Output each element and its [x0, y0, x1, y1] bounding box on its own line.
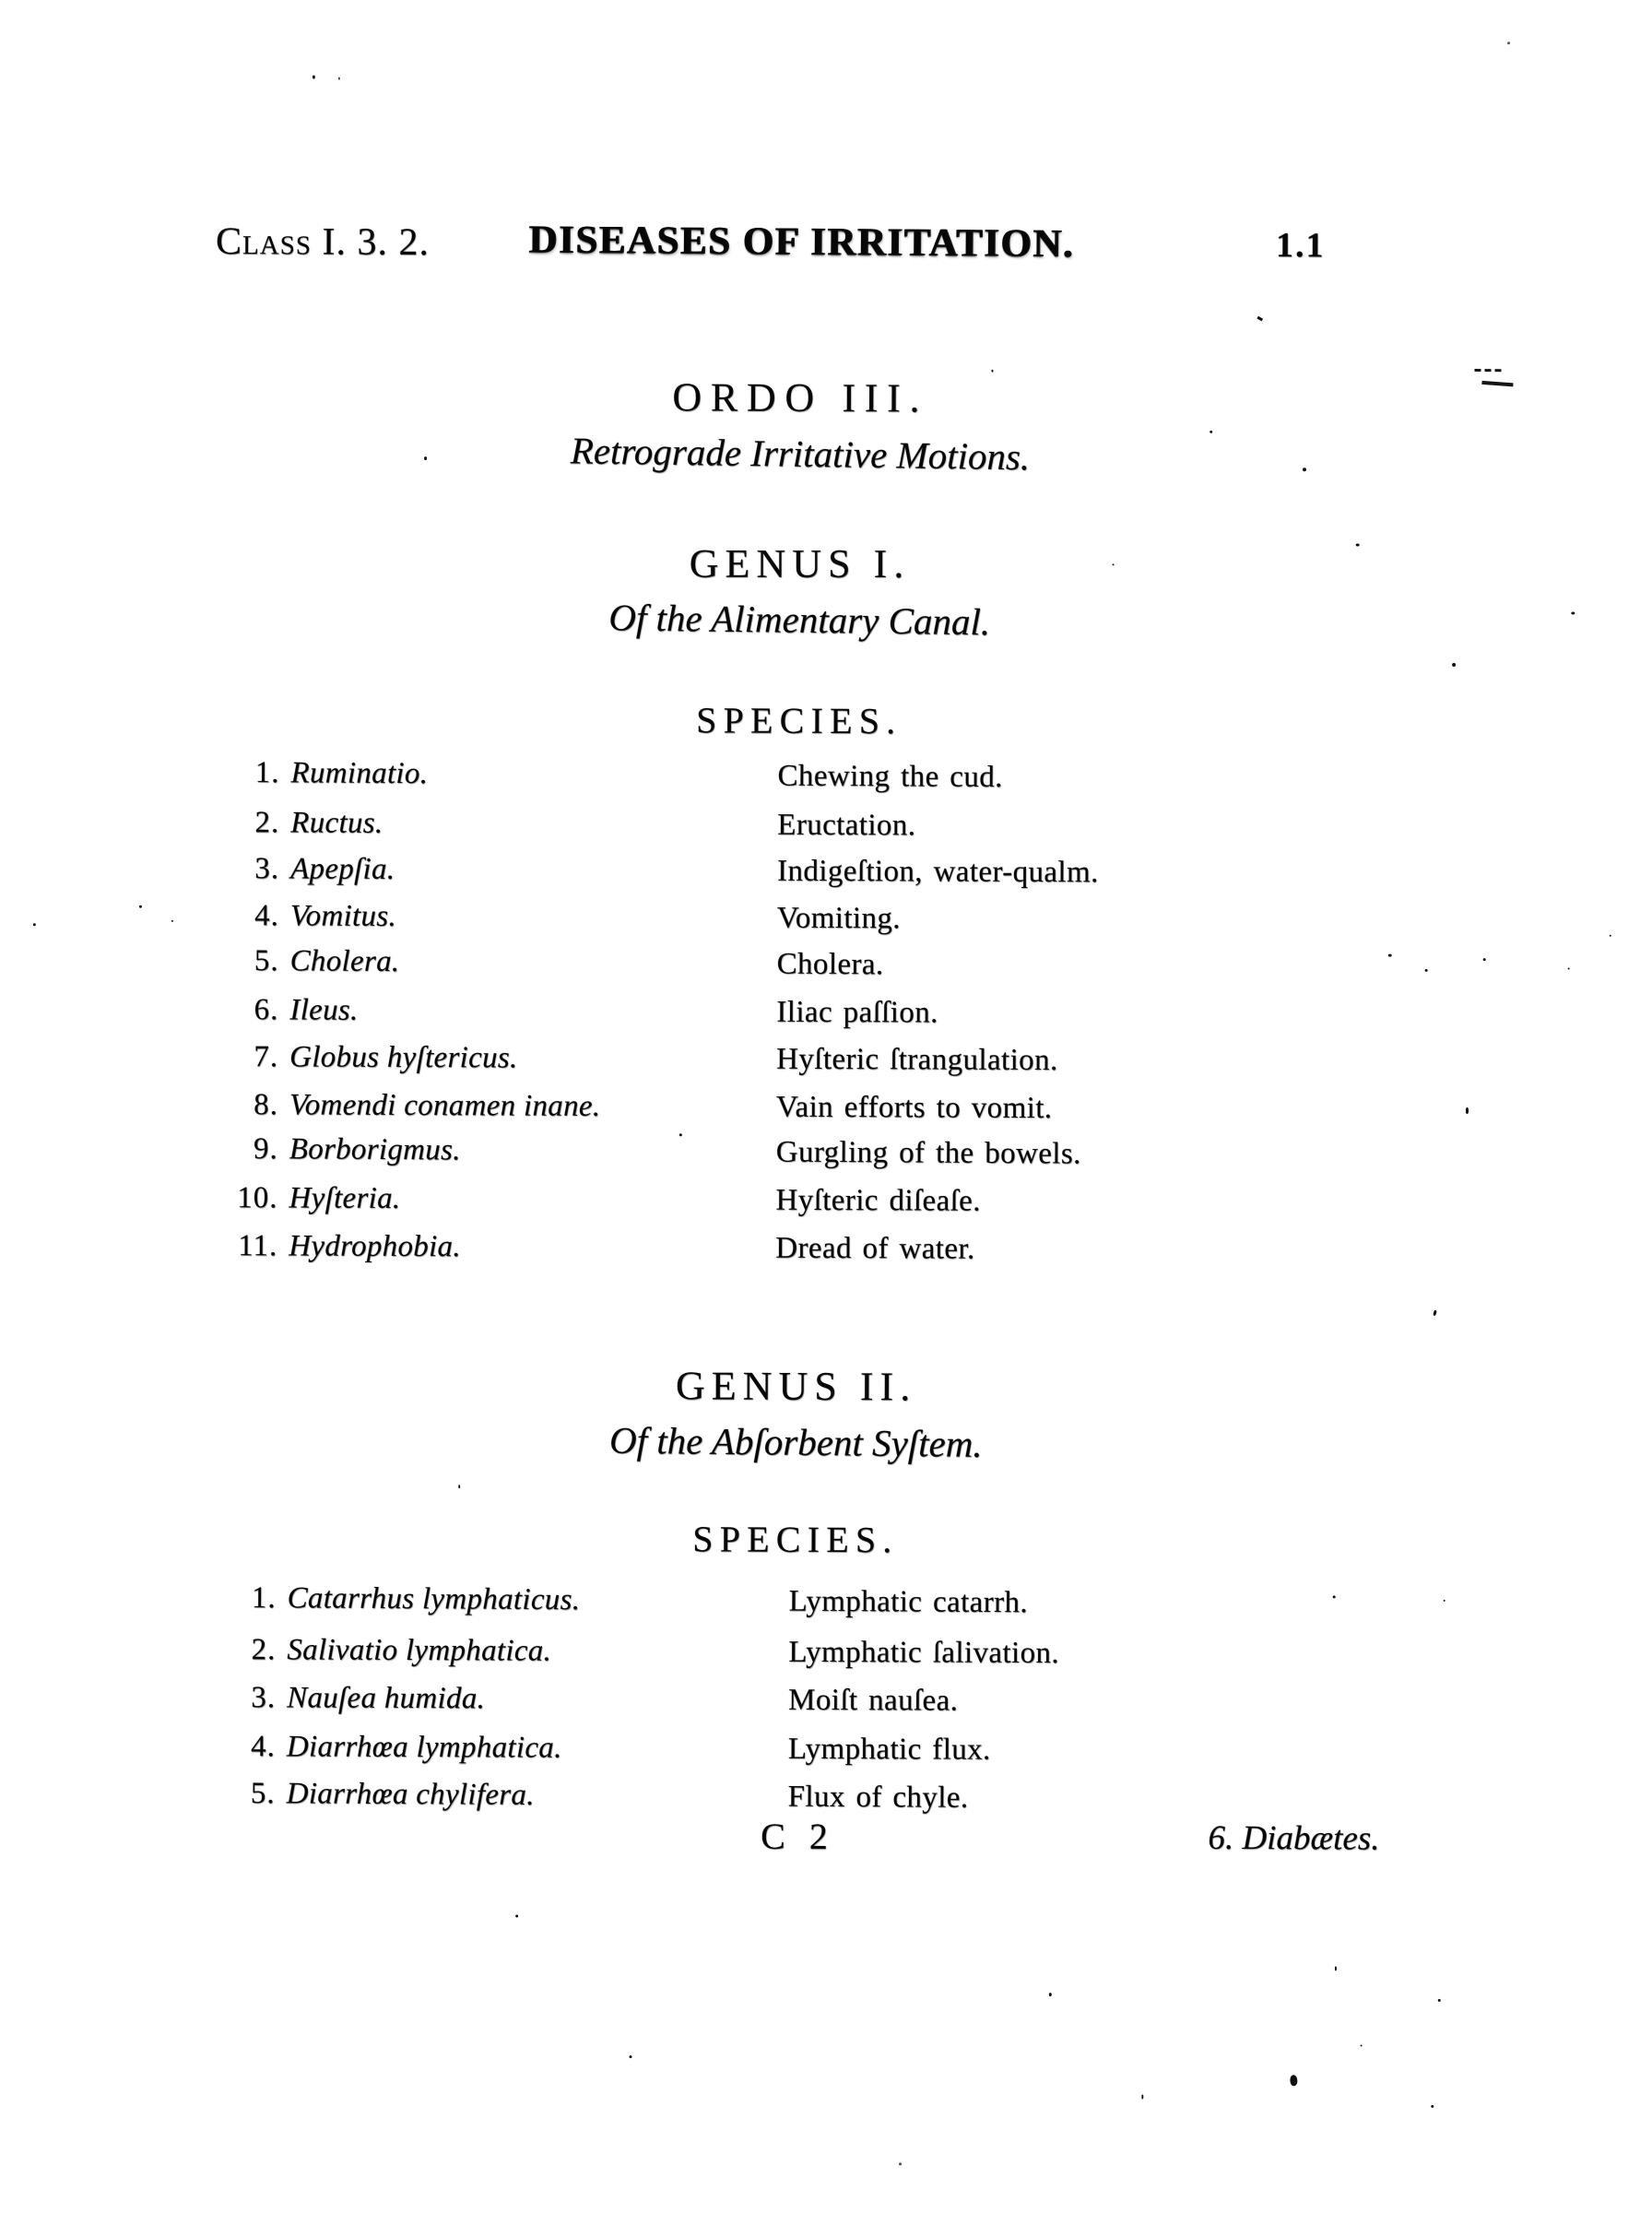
species-number: 11. — [238, 1229, 278, 1263]
species-number: 7. — [254, 1040, 279, 1074]
species-latin-name: Ileus. — [289, 993, 359, 1027]
page-number: 1.1 — [1275, 226, 1326, 266]
scan-specks — [5, 0, 1652, 4]
species-english-name: Gurgling of the bowels. — [775, 1135, 1081, 1171]
species-english-name: Dread of water. — [775, 1231, 975, 1266]
catchword: 6. Diabætes. — [1208, 1818, 1380, 1858]
species-number: 6. — [254, 993, 279, 1027]
species-english-name: Moiſt nauſea. — [788, 1683, 959, 1718]
species-latin-name: Ruminatio. — [290, 756, 429, 791]
species-number: 3. — [254, 852, 280, 886]
species-latin-name: Diarrhœa lymphatica. — [286, 1730, 562, 1765]
species-english-name: Iliac paſſion. — [776, 995, 938, 1030]
species-row — [211, 1175, 1529, 1227]
species-row — [213, 938, 1531, 993]
species-row — [213, 799, 1531, 852]
species-latin-name: Salivatio lymphatica. — [287, 1633, 552, 1668]
species-number: 5. — [254, 944, 279, 978]
species-row — [212, 987, 1530, 1039]
genus1-species-heading: SPECIES. — [696, 699, 903, 742]
species-english-name: Flux of chyle. — [787, 1780, 969, 1815]
genus1-species-list — [211, 751, 1531, 1274]
genus1-subtitle: Of the Alimentary Canal. — [608, 596, 991, 644]
species-number: 4. — [251, 1730, 277, 1764]
ordo-heading: ORDO III. — [672, 374, 929, 421]
species-latin-name: Nauſea humida. — [287, 1681, 486, 1716]
species-number: 8. — [254, 1088, 279, 1122]
genus1-heading: GENUS I. — [689, 540, 911, 586]
species-number: 10. — [237, 1181, 278, 1215]
ordo-subtitle: Retrograde Irritative Motions. — [570, 429, 1031, 479]
species-row — [212, 1126, 1530, 1181]
species-row — [212, 1034, 1530, 1086]
species-row — [210, 1574, 1528, 1631]
class-label: Class I. 3. 2. — [215, 220, 431, 265]
species-row — [213, 750, 1531, 805]
species-row — [213, 893, 1531, 945]
species-english-name: Eructation. — [777, 808, 916, 843]
species-english-name: Cholera. — [776, 947, 884, 982]
species-latin-name: Hydrophobia. — [289, 1229, 462, 1264]
genus2-species-list — [209, 1576, 1528, 1826]
species-english-name: Lymphatic ſalivation. — [788, 1635, 1060, 1671]
species-latin-name: Vomendi conamen inane. — [289, 1088, 601, 1123]
footer-line — [208, 1812, 1379, 1869]
species-row — [211, 1223, 1529, 1275]
running-title: DISEASES OF IRRITATION. — [528, 218, 1075, 266]
species-english-name: Lymphatic flux. — [787, 1732, 991, 1767]
species-number: 4. — [254, 899, 279, 933]
species-number: 2. — [251, 1633, 277, 1667]
genus2-subtitle: Of the Abſorbent Syſtem. — [608, 1418, 983, 1465]
species-number: 1. — [251, 1581, 277, 1615]
genus2-species-heading: SPECIES. — [692, 1518, 899, 1561]
species-english-name: Hyſteric ſtrangulation. — [776, 1042, 1058, 1078]
species-number: 9. — [253, 1132, 278, 1166]
species-english-name: Indigeſtion, water-qualm. — [777, 854, 1099, 890]
species-latin-name: Apepſia. — [290, 852, 395, 886]
signature-mark: C 2 — [761, 1815, 828, 1858]
species-english-name: Hyſteric diſeaſe. — [775, 1183, 982, 1218]
species-row — [209, 1674, 1528, 1728]
species-latin-name: Borborigmus. — [289, 1132, 461, 1167]
species-latin-name: Ructus. — [290, 806, 384, 840]
species-latin-name: Globus hyſtericus. — [289, 1040, 518, 1075]
genus2-heading: GENUS II. — [675, 1363, 917, 1410]
species-english-name: Lymphatic catarrh. — [788, 1584, 1029, 1620]
page-header — [216, 217, 1386, 281]
species-row — [209, 1626, 1528, 1680]
species-number: 3. — [251, 1681, 277, 1715]
species-row — [213, 846, 1531, 898]
species-latin-name: Catarrhus lymphaticus. — [287, 1581, 581, 1617]
species-english-name: Vain efforts to vomit. — [775, 1090, 1053, 1126]
species-number: 2. — [254, 806, 280, 840]
species-english-name: Vomiting. — [776, 901, 902, 936]
species-number: 5. — [250, 1777, 276, 1811]
species-row — [209, 1722, 1528, 1777]
species-latin-name: Vomitus. — [289, 899, 397, 933]
species-number: 1. — [254, 756, 280, 790]
species-latin-name: Diarrhœa chylifera. — [286, 1777, 535, 1812]
species-latin-name: Cholera. — [289, 944, 400, 979]
species-english-name: Chewing the cud. — [777, 759, 1003, 795]
species-latin-name: Hyſteria. — [289, 1181, 401, 1215]
